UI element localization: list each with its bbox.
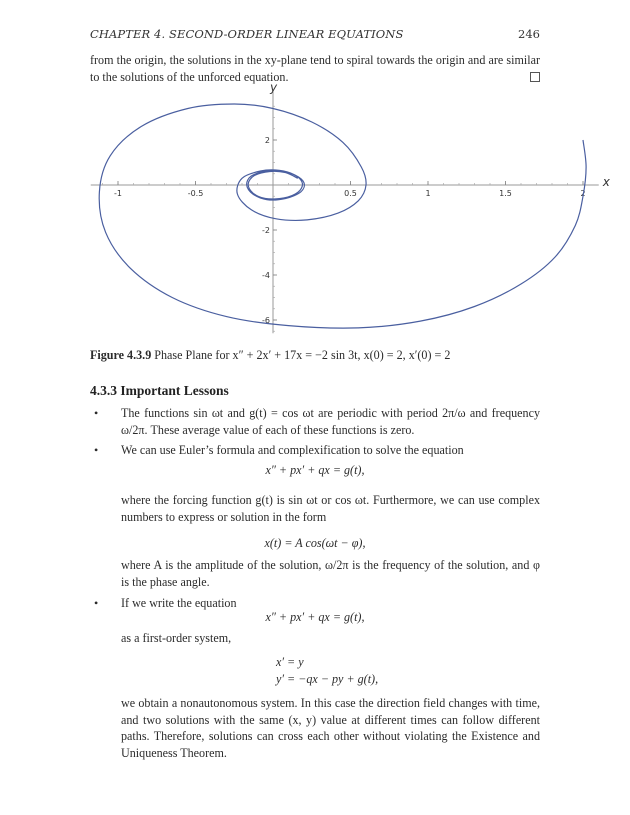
section-heading: 4.3.3 Important Lessons xyxy=(90,383,229,398)
chart-ticks xyxy=(103,106,584,331)
system-equation-1: x′ = y xyxy=(276,655,304,669)
lesson-1-text: The functions sin ωt and g(t) = cos ωt are periodic with period 2π/ω and frequency ω/2π. These average value of each of these functions is zero. xyxy=(121,406,540,437)
lesson-3-outro: we obtain a nonautonomous system. In this case the direction field changes with time, and two solutions with the same (x, y) value at different times can follow different paths. Therefore, solutions can cross each other without violating the Existence and Uniqueness Theorem. xyxy=(121,696,540,760)
y-tick-label: -2 xyxy=(262,226,270,235)
x-tick-label: 0.5 xyxy=(344,189,357,198)
lesson-3-middle: as a first-order system, xyxy=(121,631,232,645)
y-tick-label: -6 xyxy=(262,316,270,325)
x-tick-label: -1 xyxy=(114,189,122,198)
running-header: CHAPTER 4. SECOND-ORDER LINEAR EQUATIONS xyxy=(90,27,404,41)
equation-forced-ode-2: x″ + px′ + qx = g(t), xyxy=(265,610,365,624)
intro-text: from the origin, the solutions in the xy-plane tend to spiral towards the origin and are similar to the solutions of the unforced equation. xyxy=(90,53,540,84)
y-tick-label: -4 xyxy=(262,271,270,280)
chart-axes xyxy=(91,92,599,334)
qed-box-icon xyxy=(530,72,540,82)
figure-caption-text: Phase Plane for x″ + 2x′ + 17x = −2 sin 3t, x(0) = 2, x′(0) = 2 xyxy=(154,348,451,362)
trajectory-line xyxy=(99,104,586,328)
y-axis-label: y xyxy=(270,80,278,95)
lesson-2-outro: where A is the amplitude of the solution, ω/2π is the frequency of the solution, and φ is the phase angle. xyxy=(121,558,540,589)
x-tick-label: 2 xyxy=(580,189,586,198)
phase-plane-chart xyxy=(114,80,610,338)
lesson-2-intro: We can use Euler’s formula and complexification to solve the equation xyxy=(121,443,464,457)
equation-solution-form: x(t) = A cos(ωt − φ), xyxy=(264,536,366,550)
y-tick-label: 2 xyxy=(264,136,270,145)
page-number: 246 xyxy=(518,27,540,41)
equation-forced-ode: x″ + px′ + qx = g(t), xyxy=(265,463,365,477)
lesson-3-intro: If we write the equation xyxy=(121,596,237,610)
system-equation-2: y′ = −qx − py + g(t), xyxy=(276,672,379,686)
chart-tick-labels xyxy=(114,136,586,325)
x-tick-label: -0.5 xyxy=(187,189,204,198)
intro-paragraph xyxy=(90,52,540,85)
bullet-icon: • xyxy=(94,406,99,420)
bullet-icon: • xyxy=(94,443,99,457)
lesson-2-middle: where the forcing function g(t) is sin ωt or cos ωt. Furthermore, we can use complex numbers to express or solution in the form xyxy=(121,493,540,524)
x-tick-label: 1 xyxy=(425,189,431,198)
x-axis-label: x xyxy=(602,175,610,189)
x-tick-label: 1.5 xyxy=(499,189,512,198)
bullet-icon: • xyxy=(94,596,99,610)
figure-label: Figure 4.3.9 xyxy=(90,348,152,362)
figure-caption xyxy=(90,347,540,364)
